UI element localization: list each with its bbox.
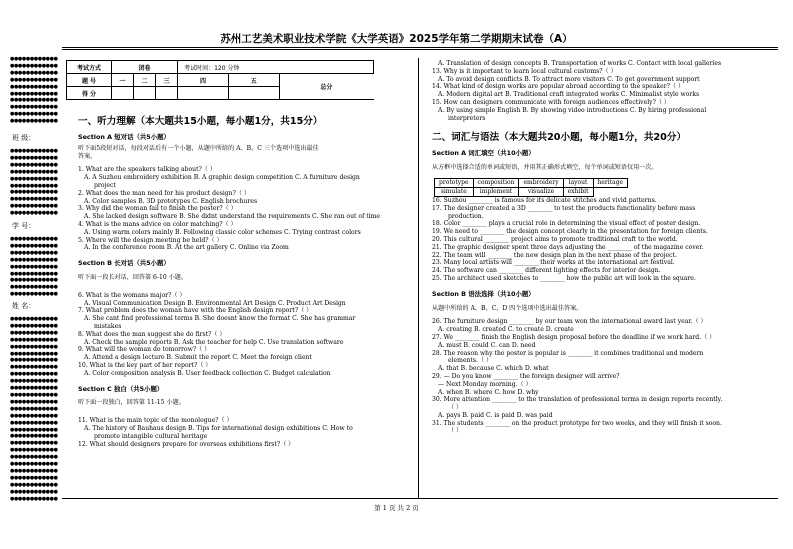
answer-options: A. pays B. paid C. is paid D. was paid <box>438 411 553 419</box>
word-bank-item: heritage <box>593 178 628 187</box>
word-bank-item: prototype <box>435 178 474 187</box>
question-stem: 2. What does the man need for his product design?（ ） <box>78 189 250 197</box>
total-score-label: 总分 <box>279 74 373 100</box>
title-rule <box>62 47 778 48</box>
text-line: interpreters <box>448 114 486 122</box>
answer-options: A. that B. because C. which D. what <box>438 365 549 373</box>
question-stem: 11. What is the main topic of the monologue?（ ） <box>78 417 233 425</box>
question-stem: 30. More attention ________ to the translation of professional terms in design reports recently. <box>432 396 723 404</box>
footer-rule <box>62 498 778 499</box>
answer-options: A. when B. where C. how D. why <box>438 388 539 396</box>
question-stem: 21. The graphic designer spent three days adjusting the ________ of the magazine cover. <box>432 243 704 251</box>
text-line: 听下面一段长对话，回答第 6-10 小题。 <box>78 273 187 281</box>
student-id-label: 学 号： <box>12 222 36 230</box>
question-stem: 6. What is the womans major?（ ） <box>78 291 186 299</box>
text-line: 答案。 <box>78 152 97 160</box>
question-number-5: 五 <box>228 74 279 87</box>
answer-options: A. She lacked design software B. She didnt understand the requirements C. She ran out of time <box>84 213 381 221</box>
question-stem: 12. What should designers prepare for overseas exhibitions first?（ ） <box>78 440 295 448</box>
score-cell[interactable] <box>134 87 156 100</box>
binding-dots: ●●●●●●●●●●●● ●●●●●●●●●●●● ●●●●●●●●●●●● ●●●●●●●●●●●● ●●●●●●●●●●●● ●●●●●●●●●●●● ●●●●●●●●●●●● ●●●●●●●●●●●● ●●●●●●●●●●●● <box>10 236 58 298</box>
question-stem: 5. Where will the design meeting be held?（ ） <box>78 236 223 244</box>
exam-time: 考试时间：120 分钟 <box>178 61 374 74</box>
answer-options: A. In the conference room B. At the art gallery C. Online via Zoom <box>84 244 289 252</box>
question-stem: 19. We need to ________ the design concept clearly in the presentation for foreign clients. <box>432 228 708 236</box>
score-cell[interactable] <box>112 87 134 100</box>
question-stem: 25. The architect used sketches to ________ how the public art will look in the square. <box>432 274 696 282</box>
score-cell[interactable] <box>178 87 229 100</box>
answer-options: A. She cant find professional terms B. She doesnt know the format C. She has grammar <box>84 315 356 323</box>
text-line: elements.（ ） <box>448 357 493 365</box>
answer-options: A. Attend a design lecture B. Submit the report C. Meet the foreign client <box>84 354 312 362</box>
question-stem: 15. How can designers communicate with foreign audiences effectively?（ ） <box>432 98 670 106</box>
answer-options: A. Translation of design concepts B. Transportation of works C. Contact with local galleries <box>438 60 722 67</box>
question-stem: 7. What problem does the woman have with the English design report?（ ） <box>78 307 313 315</box>
text-line: — Next Monday morning.（ ） <box>438 380 532 388</box>
subsection-heading: Section B 长对话（共5小题） <box>78 259 170 268</box>
question-number-4: 四 <box>178 74 229 87</box>
binding-dots: ●●●●●●●●●●●● ●●●●●●●●●●●● ●●●●●●●●●●●● ●●●●●●●●●●●● ●●●●●●●●●●●● ●●●●●●●●●●●● ●●●●●●●●●●●● ●●●●●●●●●●●● ●●●●●●●●●●●● ●●●●●●●●●●●● <box>10 148 58 216</box>
question-stem: 24. The software can ________ different lighting effects for interior design. <box>432 267 661 275</box>
question-stem: 31. The students ________ on the product prototype for two weeks, and they will finish it soon. <box>432 419 722 427</box>
answer-options: A. Color samples B. 3D prototypes C. English brochures <box>84 197 258 205</box>
text-line: （ ） <box>448 427 463 435</box>
subsection-heading: Section C 独白（共5小题） <box>78 384 164 393</box>
title-rule-thin <box>62 49 778 50</box>
text-line: promote intangible cultural heritage <box>94 432 208 440</box>
question-stem: 1. What are the speakers talking about?（ ） <box>78 166 216 174</box>
question-stem: 28. The reason why the poster is popular is ________ it combines traditional and modern <box>432 349 704 357</box>
text-line: 从方框中选择合适的单词或短语，并用其正确形式填空，每个单词或短语仅用一次。 <box>432 164 658 172</box>
word-bank-item: implement <box>473 187 519 196</box>
text-line: mistakes <box>94 322 122 330</box>
question-stem: 29. — Do you know ________ the foreign designer will arrive? <box>432 372 620 380</box>
subsection-heading: Section B 语法选择（共10小题） <box>432 289 535 298</box>
question-stem: 26. The furniture design ________ by our team won the international award last year.（ ） <box>432 318 707 326</box>
answer-options: A. Modern digital art B. Traditional craft integrated works C. Minimalist style works <box>438 91 700 99</box>
exam-form-value: 闭卷 <box>112 61 178 74</box>
column-divider <box>418 58 419 498</box>
name-label: 姓 名： <box>12 302 36 310</box>
binding-dots: ●●●●●●●●●●●● ●●●●●●●●●●●● ●●●●●●●●●●●● ●●●●●●●●●●●● ●●●●●●●●●●●● ●●●●●●●●●●●● ●●●●●●●●●●●● ●●●●●●●●●●●● ●●●●●●●●●●●● ●●●●●●●●●●●● <box>10 56 58 125</box>
binding-dots: ●●●●●●●●●●●● ●●●●●●●●●●●● ●●●●●●●●●●●● ●●●●●●●●●●●● ●●●●●●●●●●●● ●●●●●●●●●●●● ●●●●●●●●●●●● ●●●●●●●●●●●● ●●●●●●●●●●●● ●●●●●●●●●●●● ●●●●●●●●●●●● ●●●●●●●●●●●● ●●●●●●●●●●●● ●●●●●●●●●●●● ●●●●●●●●●●●● ●●●●●●●●●●●● ●●●●●●●●●●●● ●●●●●●●●●●●● ●●●●●●●●●●●● ●●●●●●●●●●●● ●●●●●●●●●●●● ●●●●●●●●●●●● ●●●●●●●●●●●● ●●●●●●●●●●●● ●●●●●●●●●●●● ●●●●●●●●●●●● ●●●●●●●●●●●● <box>10 316 58 502</box>
word-bank-item: composition <box>473 178 519 187</box>
question-number-label: 题 号 <box>67 74 112 87</box>
answer-options: A. By using simple English B. By showing video introductions C. By hiring professional <box>438 106 707 114</box>
question-stem: 27. We ________ finish the English design proposal before the deadline if we work hard.（ ） <box>432 333 716 341</box>
question-number-1: 一 <box>112 74 134 87</box>
answer-options: A. must B. could C. can D. need <box>438 341 536 349</box>
question-number-2: 二 <box>134 74 156 87</box>
text-line: 听下面5段短对话，每段对话后有一个小题，从题中所给的 A、B、C 三个选项中选出最佳 <box>78 144 319 152</box>
word-bank-item: layout <box>563 178 593 187</box>
question-stem: 10. What is the key part of her report?（ ） <box>78 361 212 369</box>
question-stem: 16. Suzhou ________ is famous for its delicate stitches and vivid patterns. <box>432 196 657 204</box>
spacer <box>78 282 378 292</box>
subsection-heading: Section A 短对话（共5小题） <box>78 133 170 141</box>
score-cell[interactable] <box>156 87 178 100</box>
question-stem: 14. What kind of design works are popular abroad according to the speaker?（ ） <box>432 83 684 91</box>
answer-options: A. creating B. created C. to create D. create <box>438 326 574 334</box>
question-stem: 18. Color ________ plays a crucial role in determining the visual effect of poster design. <box>432 220 701 228</box>
answer-options: A. Using warm colors mainly B. Following classic color schemes C. Trying contrast colors <box>84 228 361 236</box>
spacer <box>78 407 378 417</box>
question-stem: 13. Why is it important to learn local cultural customs?（ ） <box>432 67 617 75</box>
answer-options: A. The history of Bauhaus design B. Tips for international design exhibitions C. How to <box>84 424 353 432</box>
answer-options: A. To avoid design conflicts B. To attract more visitors C. To get government support <box>438 75 700 83</box>
question-stem: 23. Many local artists will ________ their works at the international art festival. <box>432 259 675 267</box>
score-table <box>66 60 374 100</box>
left-column <box>78 116 381 448</box>
word-bank-item: exhibit <box>563 187 593 196</box>
text-line: production. <box>448 212 484 220</box>
word-bank-table <box>434 178 628 197</box>
page-number: 第 1 页 共 2 页 <box>374 504 419 512</box>
question-stem: 22. The team will ________ the new design plan in the next phase of the project. <box>432 251 677 259</box>
score-cell[interactable] <box>228 87 279 100</box>
score-label: 得 分 <box>67 87 112 100</box>
answer-options: A. Check the sample reports B. Ask the teacher for help C. Use translation software <box>84 338 344 346</box>
text-line: 从题中所给的 A、B、C、D 四个选项中选出最佳答案。 <box>432 304 583 312</box>
answer-options: A. Visual Communication Design B. Environmental Art Design C. Product Art Design <box>84 299 346 307</box>
question-stem: 17. The designer created a 3D ________ to test the products functionality before mass <box>432 204 696 212</box>
right-column <box>432 60 723 435</box>
answer-options: A. A Suzhou embroidery exhibition B. A graphic design competition C. A furniture design <box>84 174 360 182</box>
section-heading: 一、听力理解（本大题共15小题，每小题1分，共15分） <box>78 116 323 127</box>
text-line: （ ） <box>448 404 463 412</box>
text-line: 听下面一段独白，回答第 11-15 小题。 <box>78 399 185 407</box>
word-bank-item: visualize <box>519 187 563 196</box>
class-label: 班 级： <box>12 134 36 142</box>
question-stem: 3. Why did the woman fail to finish the poster?（ ） <box>78 205 237 213</box>
question-stem: 4. What is the mans advice on color matching?（ ） <box>78 220 237 228</box>
question-stem: 20. This cultural ________ project aims to promote traditional craft to the world. <box>432 235 678 243</box>
spacer <box>432 122 706 132</box>
section-heading: 二、词汇与语法（本大题共20小题，每小题1分，共20分） <box>432 132 687 144</box>
word-bank-item: simulate <box>435 187 474 196</box>
word-bank-item: embroidery <box>519 178 563 187</box>
exam-form-label: 考试方式 <box>67 61 112 74</box>
question-stem: 9. What will the woman do tomorrow?（ ） <box>78 346 211 354</box>
question-stem: 8. What does the man suggest she do first?（ ） <box>78 330 226 338</box>
answer-options: A. Color composition analysis B. User feedback collection C. Budget calculation <box>84 369 331 377</box>
text-line: project <box>94 181 116 189</box>
subsection-heading: Section A 词汇填空（共10小题） <box>432 149 535 158</box>
question-number-3: 三 <box>156 74 178 87</box>
exam-title: 苏州工艺美术职业技术学院《大学英语》2025学年第二学期期末试卷（A） <box>220 33 573 45</box>
